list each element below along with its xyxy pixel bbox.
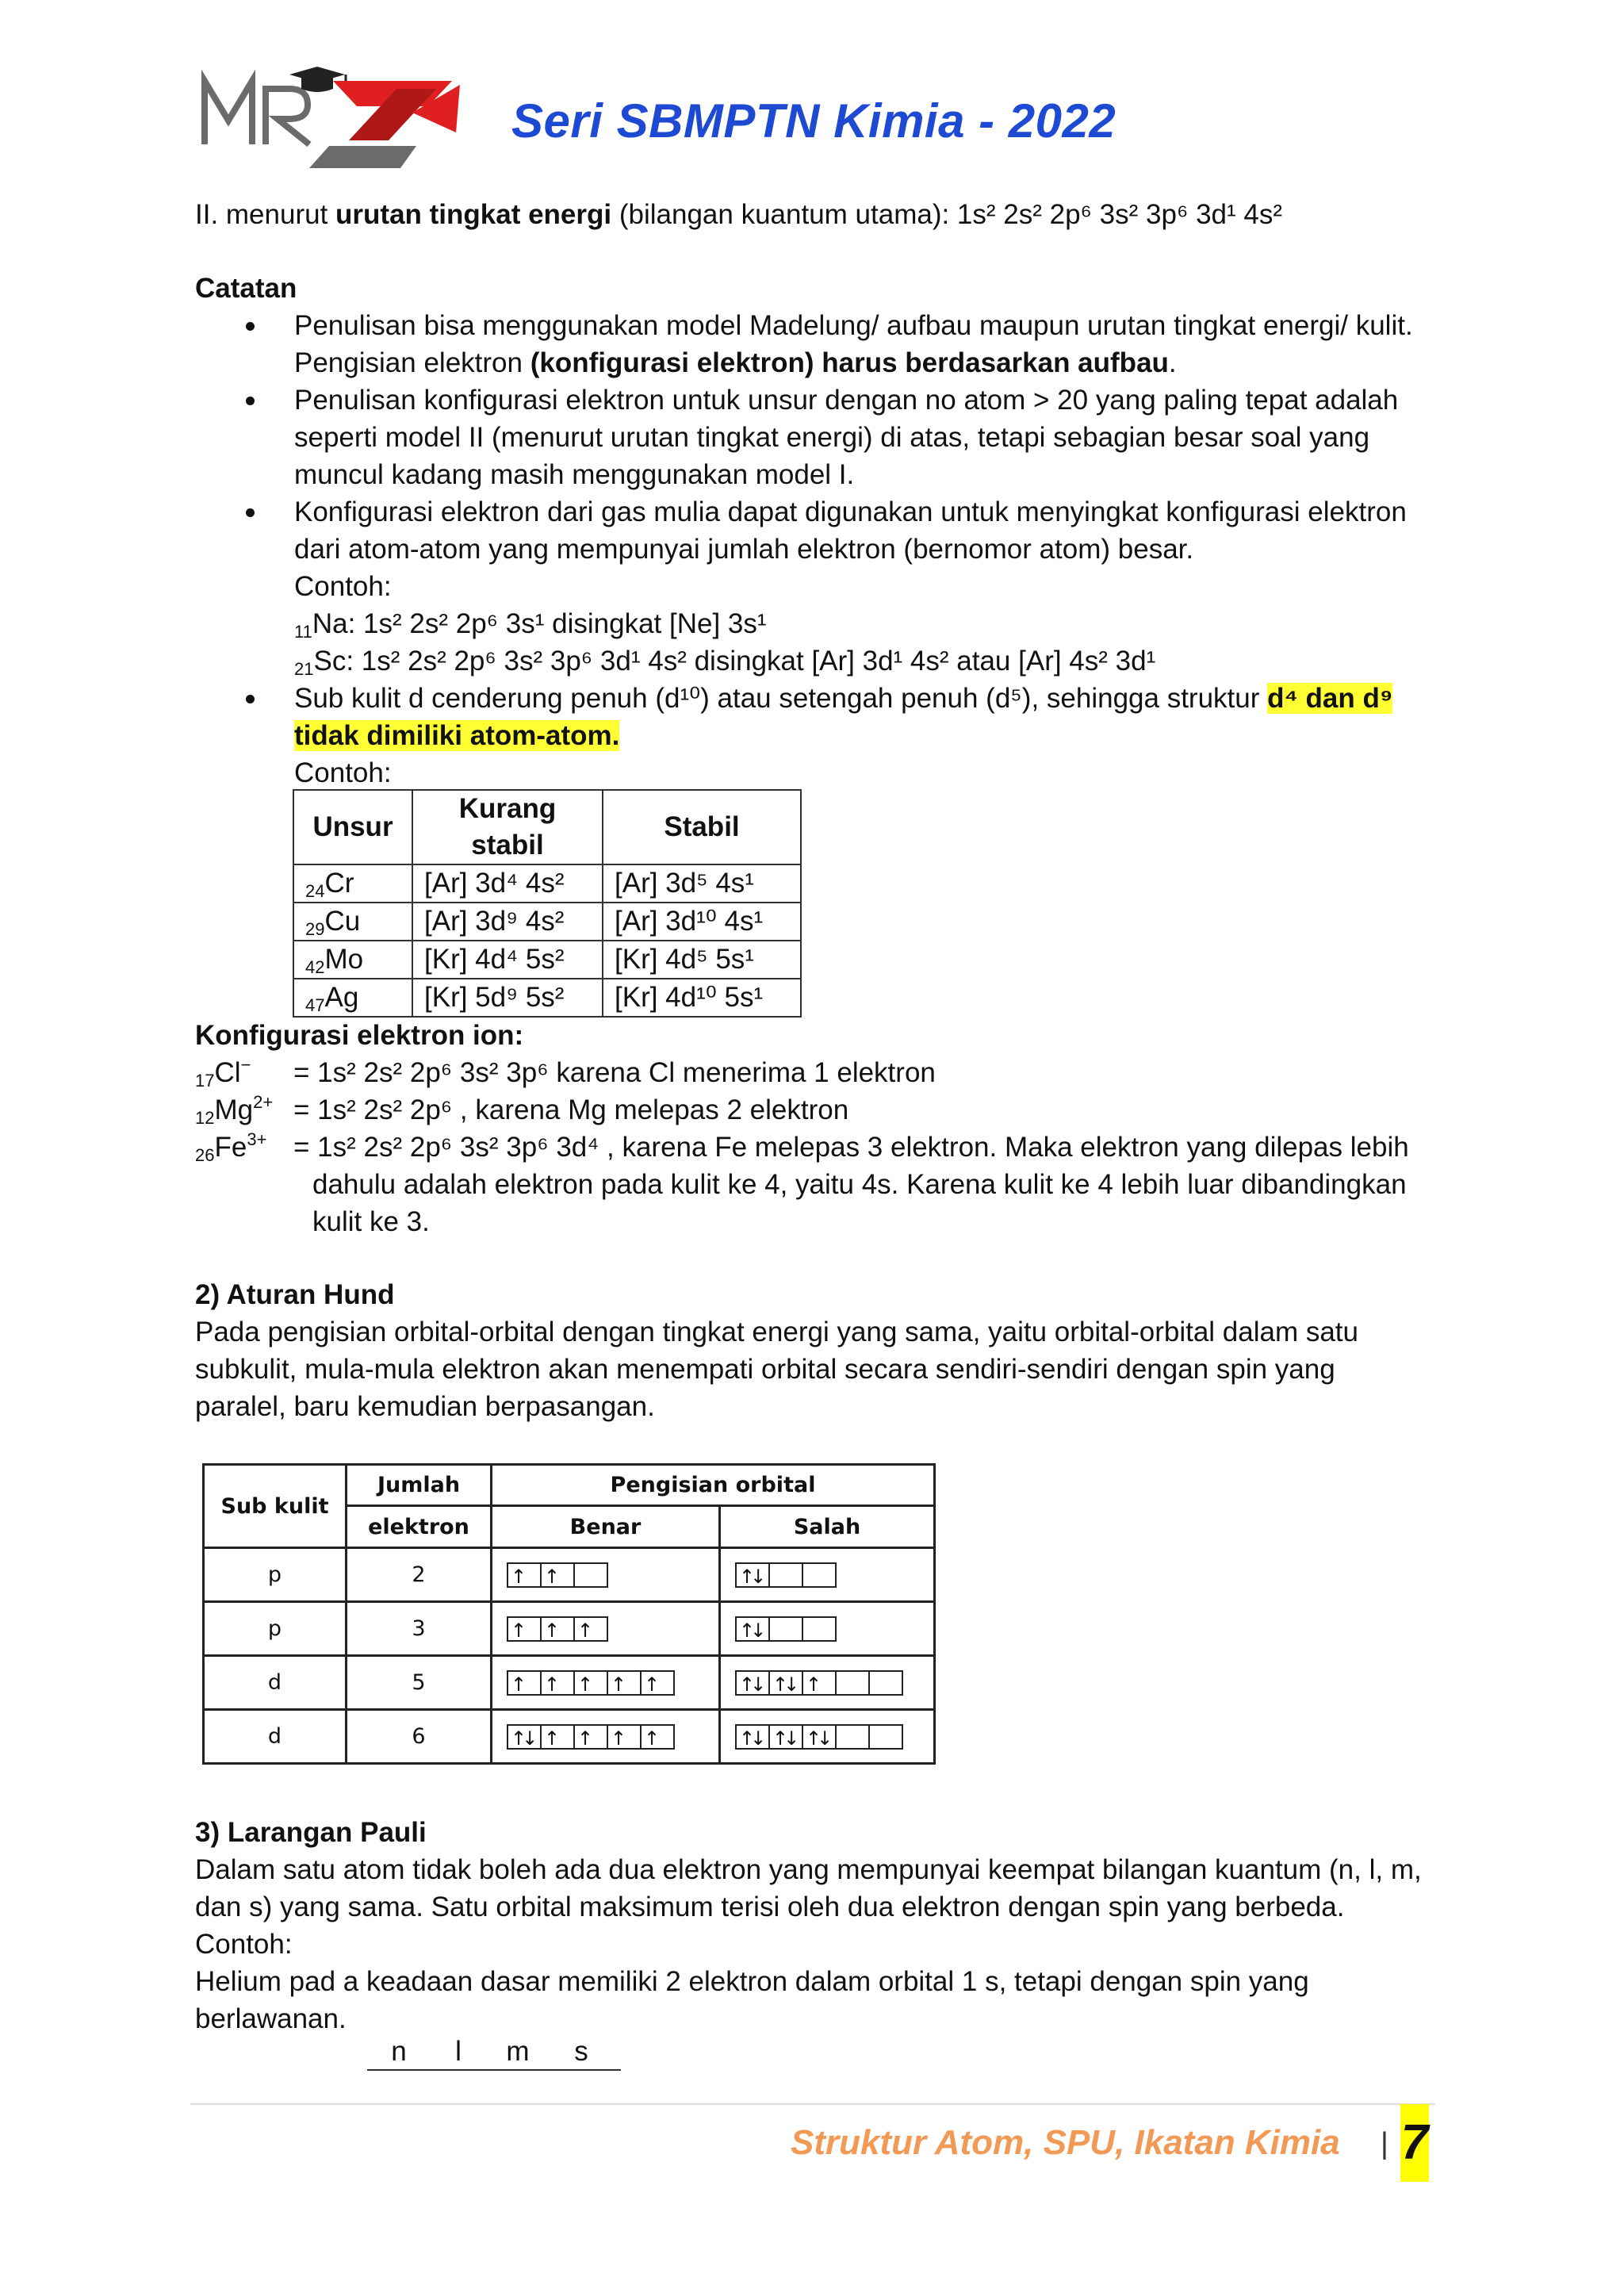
- ion-row-mg: [195, 1091, 848, 1129]
- sub-kulit-cell: p: [204, 1548, 347, 1602]
- stability-table: [293, 789, 802, 1018]
- orbital-box: ↑↓: [768, 1670, 803, 1696]
- kurang-stabil-cell: [Ar] 3d⁹ 4s²: [412, 903, 603, 941]
- table-row: [204, 1548, 935, 1602]
- benar-orbitals: [492, 1548, 720, 1602]
- orbital-box: ↑↓: [735, 1562, 770, 1588]
- na-example: $_{11}$Na: 1s² 2s² 2p⁶ 3s¹ disingkat [Ne] 3s¹: [294, 608, 767, 642]
- jumlah-cell: 2: [347, 1548, 492, 1602]
- header-salah: Salah: [720, 1506, 935, 1548]
- sub-kulit-cell: d: [204, 1656, 347, 1710]
- catatan-bullet-4: [246, 680, 1435, 792]
- orbital-box: [768, 1562, 803, 1588]
- catatan-list: [246, 307, 1435, 792]
- benar-orbitals: [492, 1710, 720, 1764]
- header-benar: Benar: [492, 1506, 720, 1548]
- orbital-box: ↑: [573, 1616, 608, 1642]
- salah-orbitals: [720, 1656, 935, 1710]
- ion-config-text: = 1s² 2s² 2p⁶ 3s² 3p⁶ karena Cl menerima 1 elektron: [293, 1057, 936, 1088]
- hund-heading: 2) Aturan Hund: [195, 1279, 395, 1310]
- intro-line: [195, 196, 1282, 233]
- table-row: [293, 864, 801, 903]
- footer-separator: |: [1381, 2127, 1388, 2160]
- orbital-box: [868, 1724, 903, 1750]
- stabil-cell: [Ar] 3d¹⁰ 4s¹: [603, 903, 801, 941]
- orbital-box: ↑: [640, 1724, 675, 1750]
- stabil-cell: [Kr] 4d⁵ 5s¹: [603, 941, 801, 979]
- salah-orbitals: [720, 1548, 935, 1602]
- table-row: [293, 941, 801, 979]
- series-title: Seri SBMPTN Kimia - 2022: [511, 94, 1116, 148]
- stabil-cell: [Kr] 4d¹⁰ 5s¹: [603, 979, 801, 1017]
- bullet-2-text: Penulisan konfigurasi elektron untuk unsur dengan no atom > 20 yang paling tepat adalah seperti model II (menurut urutan tingkat energi) di atas, tetapi sebagian besar soal yang muncul kadang masih menggunakan model I.: [294, 385, 1399, 490]
- bullet-4-highlight-1: d⁴ dan d⁹: [1267, 683, 1393, 714]
- jumlah-cell: 5: [347, 1656, 492, 1710]
- catatan-bullet-3: [246, 493, 1435, 680]
- benar-orbitals: [492, 1602, 720, 1656]
- sub-kulit-cell: d: [204, 1710, 347, 1764]
- intro-suffix: (bilangan kuantum utama):: [611, 199, 957, 230]
- orbital-box: ↑: [507, 1670, 542, 1696]
- orbital-box: [868, 1670, 903, 1696]
- salah-orbitals: [720, 1602, 935, 1656]
- ion-symbol: $_{12}Mg^{2+}$: [195, 1092, 274, 1128]
- jumlah-cell: 3: [347, 1602, 492, 1656]
- element-cell: $_{24}$Cr: [293, 864, 412, 903]
- quantum-number-header: [367, 2034, 621, 2071]
- header-sub-kulit: Sub kulit: [204, 1465, 347, 1548]
- header-elektron: elektron: [347, 1506, 492, 1548]
- contoh-label-1: Contoh:: [294, 571, 392, 602]
- orbital-box: ↑↓: [735, 1616, 770, 1642]
- table-row: [293, 979, 801, 1017]
- fe-continuation-1: dahulu adalah elektron pada kulit ke 4, yaitu 4s. Karena kulit ke 4 lebih luar dibandingkan: [312, 1169, 1407, 1200]
- footer-title: Struktur Atom, SPU, Ikatan Kimia: [791, 2123, 1340, 2162]
- header-s: s: [574, 2036, 588, 2067]
- catatan-bullet-1: [246, 307, 1435, 381]
- orbital-box: [768, 1616, 803, 1642]
- bullet-4-highlight-2: tidak dimiliki atom-atom.: [294, 720, 620, 751]
- orbital-box: [835, 1724, 870, 1750]
- header-n: n: [391, 2036, 407, 2067]
- ion-symbol: $_{17}$Cl−: [195, 1055, 251, 1091]
- orbital-box: ↑↓: [507, 1724, 542, 1750]
- table-row: [204, 1656, 935, 1710]
- kurang-stabil-cell: [Kr] 5d⁹ 5s²: [412, 979, 603, 1017]
- bullet-1-text: Penulisan bisa menggunakan model Madelung/ aufbau maupun urutan tingkat energi/ kulit. Pengisian elektron: [294, 310, 1413, 378]
- mrz-logo-graphic: [198, 57, 468, 176]
- sc-example: $_{21}$Sc: 1s² 2s² 2p⁶ 3s² 3p⁶ 3d¹ 4s² disingkat [Ar] 3d¹ 4s² atau [Ar] 4s² 3d¹: [294, 646, 1156, 679]
- header-pengisian-orbital: Pengisian orbital: [492, 1465, 935, 1506]
- table-row: [204, 1602, 935, 1656]
- bullet-1-bold: (konfigurasi elektron) harus berdasarkan aufbau: [530, 347, 1169, 378]
- orbital-box: ↑↓: [735, 1724, 770, 1750]
- orbital-box: ↑↓: [768, 1724, 803, 1750]
- footer-divider: [190, 2103, 1435, 2105]
- orbital-box: ↑↓: [735, 1670, 770, 1696]
- catatan-bullet-2: [246, 381, 1435, 493]
- pauli-example-text: Helium pad a keadaan dasar memiliki 2 elektron dalam orbital 1 s, tetapi dengan spin yang berlawanan.: [195, 1966, 1309, 2034]
- intro-prefix: II. menurut: [195, 199, 336, 230]
- jumlah-cell: 6: [347, 1710, 492, 1764]
- element-cell: $_{29}$Cu: [293, 903, 412, 941]
- bullet-1-end: .: [1168, 347, 1177, 378]
- orbital-box: ↑: [507, 1616, 542, 1642]
- ion-row-fe: [195, 1129, 1409, 1166]
- header-l: l: [455, 2036, 462, 2067]
- orbital-box: ↑: [573, 1724, 608, 1750]
- sub-kulit-cell: p: [204, 1602, 347, 1656]
- ion-config-text: = 1s² 2s² 2p⁶ , karena Mg melepas 2 elektron: [293, 1094, 849, 1125]
- header-kurang-stabil: Kurang stabil: [412, 790, 603, 864]
- orbital-box: ↑: [607, 1670, 642, 1696]
- orbital-box: ↑: [607, 1724, 642, 1750]
- orbital-box: [802, 1616, 837, 1642]
- header-jumlah: Jumlah: [347, 1465, 492, 1506]
- orbital-box: [802, 1562, 837, 1588]
- header-unsur: Unsur: [293, 790, 412, 864]
- pauli-contoh-label: Contoh:: [195, 1929, 293, 1960]
- orbital-box: ↑↓: [802, 1724, 837, 1750]
- header-stabil: Stabil: [603, 790, 801, 864]
- salah-orbitals: [720, 1710, 935, 1764]
- hund-paragraph: Pada pengisian orbital-orbital dengan tingkat energi yang sama, yaitu orbital-orbital dalam satu subkulit, mula-mula elektron akan menempati orbital secara sendiri-sendiri dengan spin yang paralel, baru kemudian berpasangan.: [195, 1317, 1358, 1422]
- page-number: 7: [1400, 2104, 1429, 2182]
- orbital-box: ↑: [540, 1724, 575, 1750]
- element-cell: $_{47}$Ag: [293, 979, 412, 1017]
- kurang-stabil-cell: [Ar] 3d⁴ 4s²: [412, 864, 603, 903]
- element-cell: $_{42}$Mo: [293, 941, 412, 979]
- stabil-cell: [Ar] 3d⁵ 4s¹: [603, 864, 801, 903]
- pauli-paragraph: Dalam satu atom tidak boleh ada dua elektron yang mempunyai keempat bilangan kuantum (n, l, m, dan s) yang sama. Satu orbital maksimum terisi oleh dua elektron dengan spin yang berbeda.: [195, 1854, 1422, 1922]
- header-m: m: [506, 2036, 530, 2067]
- hund-table-header-row-1: [204, 1465, 935, 1506]
- mrz-logo: [198, 57, 468, 176]
- catatan-heading: Catatan: [195, 273, 297, 304]
- orbital-box: ↑: [802, 1670, 837, 1696]
- orbital-box: ↑: [640, 1670, 675, 1696]
- contoh-label-2: Contoh:: [294, 757, 392, 788]
- orbital-box: ↑: [507, 1562, 542, 1588]
- bullet-3-text: Konfigurasi elektron dari gas mulia dapat digunakan untuk menyingkat konfigurasi elektron dari atom-atom yang mempunyai jumlah elektron (bernomor atom) besar.: [294, 496, 1407, 565]
- hund-orbital-table: [202, 1463, 936, 1765]
- orbital-box: ↑: [540, 1670, 575, 1696]
- ion-row-cl: [195, 1054, 936, 1091]
- bullet-4-text: Sub kulit d cenderung penuh (d¹⁰) atau setengah penuh (d⁵), sehingga struktur: [294, 683, 1268, 714]
- orbital-box: ↑: [540, 1562, 575, 1588]
- kurang-stabil-cell: [Kr] 4d⁴ 5s²: [412, 941, 603, 979]
- intro-config: 1s² 2s² 2p⁶ 3s² 3p⁶ 3d¹ 4s²: [956, 199, 1283, 230]
- orbital-box: ↑: [573, 1670, 608, 1696]
- pauli-heading: 3) Larangan Pauli: [195, 1817, 427, 1848]
- stability-table-header: [293, 790, 801, 864]
- intro-bold: urutan tingkat energi: [335, 199, 612, 230]
- orbital-box: [573, 1562, 608, 1588]
- orbital-box: ↑: [540, 1616, 575, 1642]
- table-row: [204, 1710, 935, 1764]
- table-row: [293, 903, 801, 941]
- ion-symbol: $_{26}Fe^{3+}$: [195, 1129, 267, 1165]
- ion-config-text: = 1s² 2s² 2p⁶ 3s² 3p⁶ 3d⁴ , karena Fe melepas 3 elektron. Maka elektron yang dilepas lebih: [293, 1132, 1409, 1163]
- ion-config-heading: Konfigurasi elektron ion:: [195, 1020, 524, 1051]
- benar-orbitals: [492, 1656, 720, 1710]
- orbital-box: [835, 1670, 870, 1696]
- fe-continuation-2: kulit ke 3.: [312, 1206, 430, 1237]
